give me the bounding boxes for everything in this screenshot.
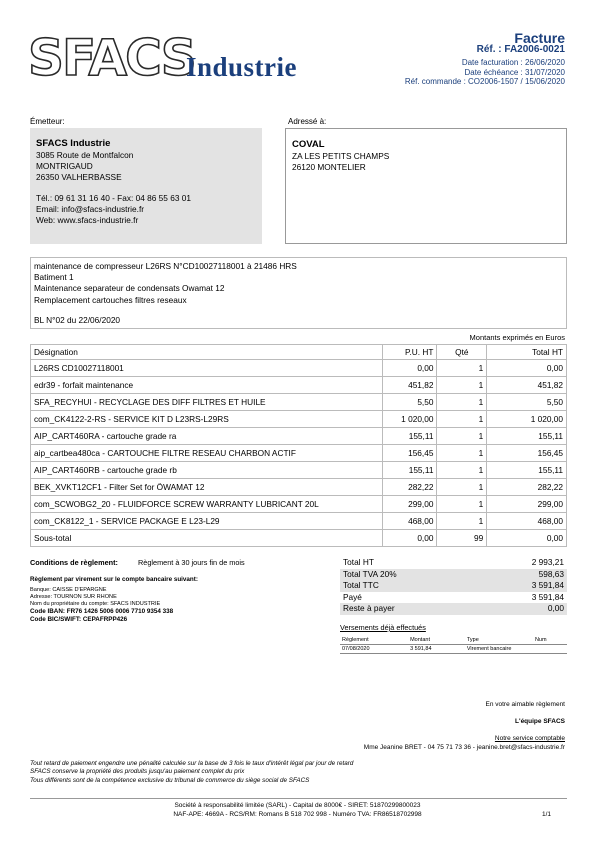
cell-qty: 1 xyxy=(437,496,487,513)
cell-pu: 156,45 xyxy=(382,445,437,462)
payment-amount: 3 591,84 xyxy=(408,645,465,654)
pay-col-num: Num xyxy=(533,636,567,645)
cell-designation: AIP_CART460RB - cartouche grade rb xyxy=(31,462,383,479)
conditions-value: Règlement à 30 jours fin de mois xyxy=(138,558,245,567)
payments-title: Versements déjà effectués xyxy=(340,623,426,632)
totals-label: Reste à payer xyxy=(343,603,395,613)
cell-qty: 1 xyxy=(437,360,487,377)
recipient-address-2: 26120 MONTELIER xyxy=(292,162,366,172)
table-row xyxy=(31,513,567,530)
footer-line-2: NAF-APE: 4669A - RCS/RM: Romans B 518 702 998 - Numéro TVA: FR86518702998 xyxy=(173,810,422,818)
totals-label: Total TVA 20% xyxy=(343,568,397,579)
company-footer xyxy=(0,802,595,819)
cell-designation: AIP_CART460RA - cartouche grade ra xyxy=(31,428,383,445)
emitter-name: SFACS Industrie xyxy=(36,138,111,149)
cell-qty: 1 xyxy=(437,428,487,445)
table-row xyxy=(31,360,567,377)
items-table xyxy=(30,344,567,547)
signature-greeting: En votre aimable règlement xyxy=(485,701,565,708)
table-row xyxy=(31,394,567,411)
emitter-address-2: MONTRIGAUD xyxy=(36,161,93,171)
totals-box xyxy=(340,557,567,615)
logo-subtitle: Industrie xyxy=(186,52,298,82)
cell-pu: 282,22 xyxy=(382,479,437,496)
recipient-box xyxy=(285,128,567,244)
signature-team: L'équipe SFACS xyxy=(515,718,565,725)
recipient-label: Adressé à: xyxy=(288,117,327,126)
cell-designation: com_SCWOBG2_20 - FLUIDFORCE SCREW WARRANTY LUBRICANT 20L xyxy=(31,496,383,513)
emitter-web: Web: www.sfacs-industrie.fr xyxy=(36,215,139,225)
totals-row xyxy=(340,569,567,581)
cell-designation: BEK_XVKT12CF1 - Filter Set for ÖWAMAT 12 xyxy=(31,479,383,496)
cell-pu: 299,00 xyxy=(382,496,437,513)
totals-value: 2 993,21 xyxy=(531,557,564,567)
emitter-tel: Tél.: 09 61 31 16 40 - Fax: 04 86 55 63 01 xyxy=(36,193,191,203)
table-row xyxy=(31,462,567,479)
cell-designation: L26RS CD10027118001 xyxy=(31,360,383,377)
table-row xyxy=(31,479,567,496)
cell-qty: 1 xyxy=(437,445,487,462)
totals-value: 3 591,84 xyxy=(531,591,564,602)
invoice-title: Facture xyxy=(514,30,565,46)
cell-total: 0,00 xyxy=(487,530,567,547)
legal-terms xyxy=(30,760,353,785)
ref-commande: Réf. commande : CO2006-1507 / 15/06/2020 xyxy=(404,77,565,86)
cell-pu: 155,11 xyxy=(382,462,437,479)
col-pu: P.U. HT xyxy=(382,345,437,360)
description-line: maintenance de compresseur L26RS N°CD10027118001 à 21486 HRS xyxy=(34,261,297,271)
pay-col-reglement: Règlement xyxy=(340,636,408,645)
cell-qty: 1 xyxy=(437,377,487,394)
cell-qty: 1 xyxy=(437,479,487,496)
terms-line: SFACS conserve la propriété des produits jusqu'au paiement complet du prix xyxy=(30,768,245,776)
payments-header-row xyxy=(340,636,567,645)
totals-label: Total TTC xyxy=(343,580,379,590)
totals-label: Total HT xyxy=(343,557,374,567)
cell-pu: 468,00 xyxy=(382,513,437,530)
cell-qty: 1 xyxy=(437,394,487,411)
totals-row xyxy=(340,603,567,615)
col-total: Total HT xyxy=(487,345,567,360)
payment-type: Virement bancaire xyxy=(465,645,533,654)
cell-pu: 0,00 xyxy=(382,360,437,377)
cell-pu: 451,82 xyxy=(382,377,437,394)
bank-iban: Code IBAN: FR76 1426 5006 0006 7710 9354 338 xyxy=(30,608,174,615)
items-body xyxy=(31,360,567,547)
delivery-note: BL N°02 du 22/06/2020 xyxy=(34,314,121,325)
cell-designation: com_CK4122-2-RS - SERVICE KIT D L23RS-L29RS xyxy=(31,411,383,428)
cell-total: 299,00 xyxy=(487,496,567,513)
totals-row xyxy=(340,557,567,569)
cell-designation: com_CK8122_1 - SERVICE PACKAGE E L23-L29 xyxy=(31,513,383,530)
cell-designation: Sous-total xyxy=(31,530,383,547)
cell-qty: 1 xyxy=(437,411,487,428)
cell-qty: 1 xyxy=(437,513,487,530)
virement-label: Règlement par virement sur le compte bancaire suivant: xyxy=(30,576,198,583)
totals-value: 3 591,84 xyxy=(531,580,564,590)
conditions-label: Conditions de règlement: xyxy=(30,558,118,567)
company-logo xyxy=(28,30,318,94)
footer-divider xyxy=(30,798,567,799)
cell-total: 5,50 xyxy=(487,394,567,411)
description-line: Batiment 1 xyxy=(34,272,74,283)
totals-label: Payé xyxy=(343,591,362,602)
invoice-description xyxy=(30,257,567,329)
payment-conditions xyxy=(30,558,330,623)
terms-line: Tout retard de paiement engendre une pénalité calculée sur la base de 3 fois le taux d'intérêt légal par jour de retard xyxy=(30,760,354,767)
payment-num xyxy=(533,645,567,654)
signature-service: Notre service comptable xyxy=(494,735,565,742)
cell-total: 156,45 xyxy=(487,445,567,462)
emitter-address-1: 3085 Route de Montfalcon xyxy=(36,150,134,160)
cell-designation: SFA_RECYHUI - RECYCLAGE DES DIFF FILTRES ET HUILE xyxy=(31,394,383,411)
emitter-label: Émetteur: xyxy=(30,117,65,126)
cell-pu: 1 020,00 xyxy=(382,411,437,428)
cell-pu: 155,11 xyxy=(382,428,437,445)
pay-col-type: Type xyxy=(465,636,533,645)
table-row xyxy=(31,445,567,462)
cell-total: 468,00 xyxy=(487,513,567,530)
cell-total: 451,82 xyxy=(487,377,567,394)
terms-line: Tous différents sont de la compétence exclusive du tribunal de commerce du siège social de SFACS xyxy=(30,776,310,784)
emitter-email: Email: info@sfacs-industrie.fr xyxy=(36,204,145,214)
bank-address: Adresse: TOURNON SUR RHONE xyxy=(30,594,117,600)
payment-row xyxy=(340,645,567,654)
bank-bic: Code BIC/SWIFT: CEPAFRPP426 xyxy=(30,615,128,623)
cell-qty: 1 xyxy=(437,462,487,479)
cell-designation: aip_cartbea480ca - CARTOUCHE FILTRE RESEAU CHARBON ACTIF xyxy=(31,445,383,462)
cell-total: 282,22 xyxy=(487,479,567,496)
table-row xyxy=(31,377,567,394)
cell-total: 155,11 xyxy=(487,462,567,479)
cell-total: 155,11 xyxy=(487,428,567,445)
recipient-address-1: ZA LES PETITS CHAMPS xyxy=(292,151,390,161)
footer-line-1: Société à responsabilité limitée (SARL) - Capital de 8000€ - SIRET: 51870299800023 xyxy=(174,802,421,809)
cell-pu: 5,50 xyxy=(382,394,437,411)
page-number: 1/1 xyxy=(541,811,551,818)
cell-designation: edr39 - forfait maintenance xyxy=(31,377,383,394)
description-line: Maintenance separateur de condensats Owamat 12 xyxy=(34,283,225,294)
cell-total: 0,00 xyxy=(487,360,567,377)
table-header-row xyxy=(31,345,567,360)
emitter-box xyxy=(30,128,262,244)
recipient-name: COVAL xyxy=(292,139,325,150)
description-line: Remplacement cartouches filtres reseaux xyxy=(34,294,187,305)
payments-box xyxy=(340,623,567,654)
payment-date: 07/08/2020 xyxy=(340,645,408,654)
totals-row xyxy=(340,592,567,604)
date-echeance: Date échéance : 31/07/2020 xyxy=(464,67,565,77)
table-row xyxy=(31,496,567,513)
account-owner: Nom du propriétaire du compte: SFACS INDUSTRIE xyxy=(30,601,161,607)
totals-value: 598,63 xyxy=(538,568,564,579)
cell-pu: 0,00 xyxy=(382,530,437,547)
cell-qty: 99 xyxy=(437,530,487,547)
bank-name: Banque: CAISSE D'EPARGNE xyxy=(30,587,107,593)
date-facturation: Date facturation : 26/06/2020 xyxy=(461,58,565,67)
totals-row xyxy=(340,580,567,592)
col-designation: Désignation xyxy=(31,345,383,360)
signature-contact: Mme Jeanine BRET - 04 75 71 73 36 - jeanine.bret@sfacs-industrie.fr xyxy=(363,744,565,751)
payments-table xyxy=(340,636,567,654)
invoice-ref: Réf. : FA2006-0021 xyxy=(476,44,565,55)
table-row xyxy=(31,411,567,428)
totals-value: 0,00 xyxy=(547,603,564,613)
amounts-note: Montants exprimés en Euros xyxy=(469,333,565,342)
emitter-address-3: 26350 VALHERBASSE xyxy=(36,172,122,182)
cell-total: 1 020,00 xyxy=(487,411,567,428)
table-row xyxy=(31,428,567,445)
col-qty: Qté xyxy=(437,345,487,360)
logo-brand: SFACS xyxy=(28,29,195,87)
pay-col-montant: Montant xyxy=(408,636,465,645)
table-row xyxy=(31,530,567,547)
